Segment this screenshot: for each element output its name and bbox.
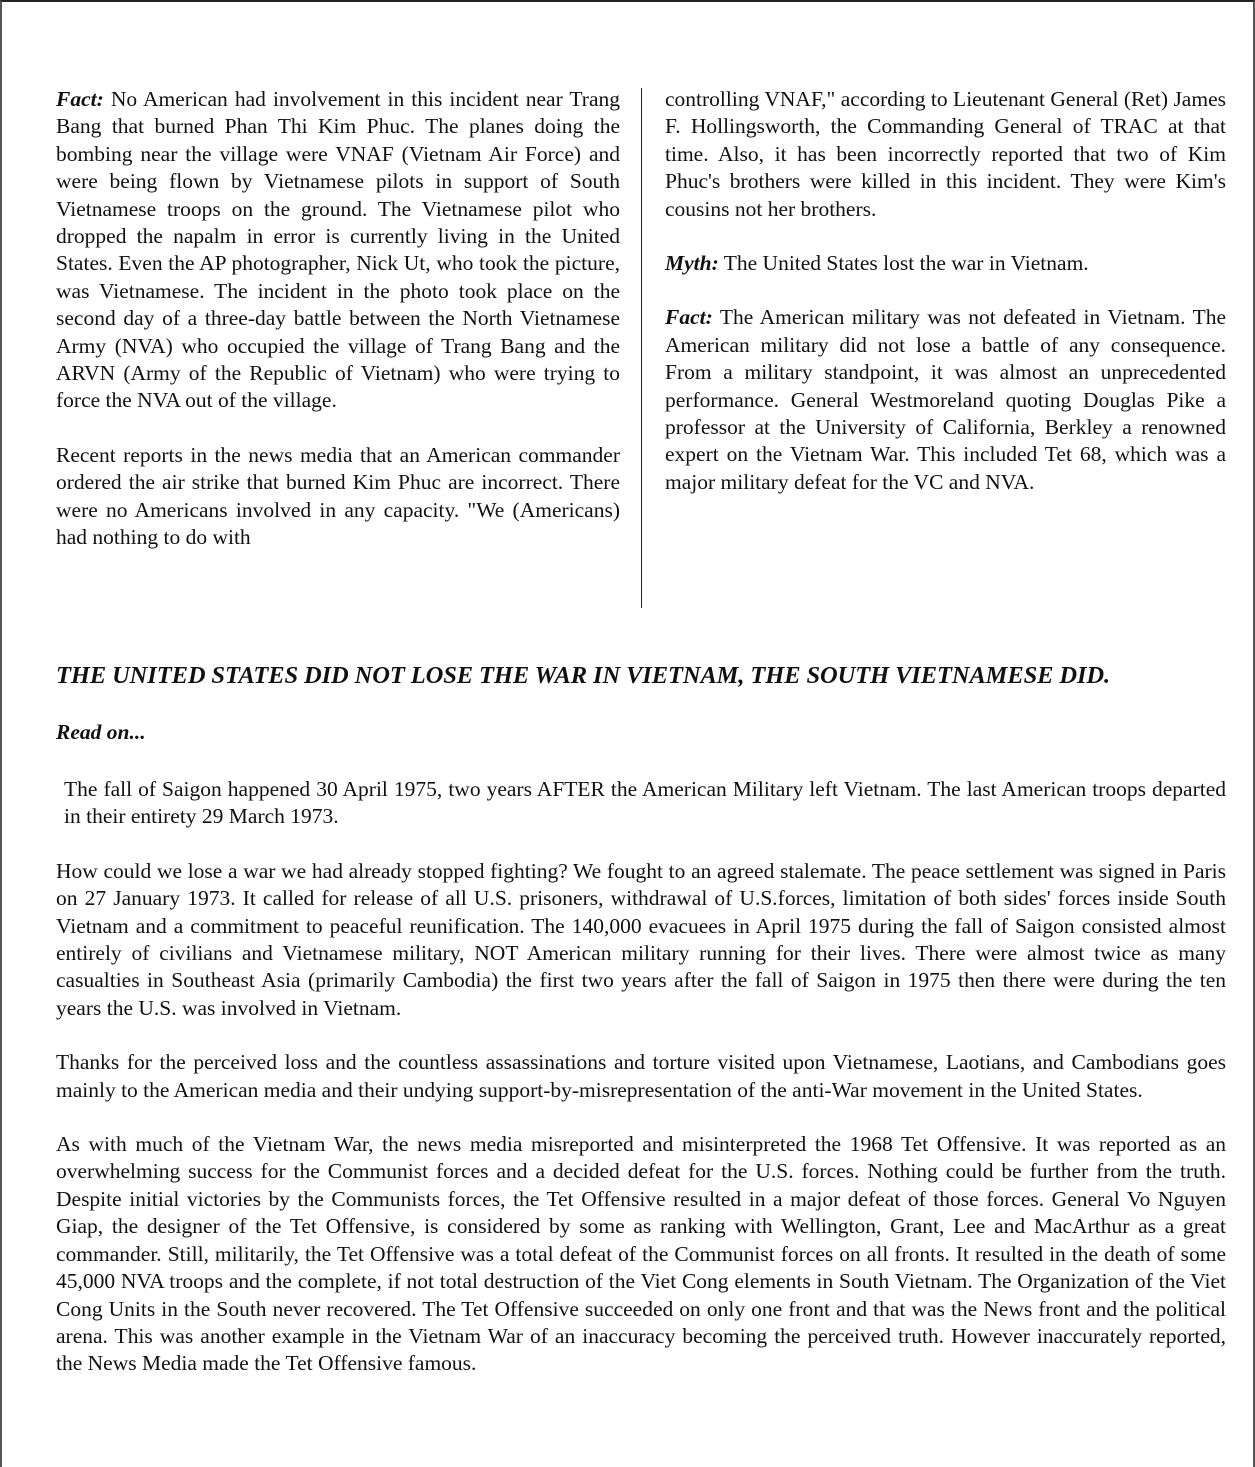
myth-paragraph: [665, 250, 1226, 277]
fact-paragraph: [665, 304, 1226, 496]
left-paragraph-1-text: No American had involvement in this incident near Trang Bang that burned Phan Thi Kim Phuc. The planes doing the bombing near the village were VNAF (Vietnam Air Force) and were being flown by Vietnamese pilots in support of South Vietnamese troops on the ground. The Vietnamese pilot who dropped the napalm in error is currently living in the United States. Even the AP photographer, Nick Ut, who took the picture, was Vietnamese. The incident in the photo took place on the second day of a three-day battle between the North Vietnamese Army (NVA) who occupied the village of Trang Bang and the ARVN (Army of the Republic of Vietnam) who were trying to force the NVA out of the village.: [56, 87, 620, 413]
myth-text: The United States lost the war in Vietnam.: [718, 251, 1089, 276]
body-text: [56, 776, 1226, 1405]
left-paragraph-2: Recent reports in the news media that an American commander ordered the air strike that burned Kim Phuc are incorrect. There were no Americans involved in any capacity. "We (Americans) had nothing to do with: [56, 442, 620, 550]
fact-text: The American military was not defeated in Vietnam. The American military did not lose a battle of any consequence. From a military standpoint, it was almost an unprecedented performance. General Westmoreland quoting Douglas Pike a professor at the University of California, Berkley a renowned expert on the Vietnam War. This included Tet 68, which was a major military defeat for the VC and NVA.: [665, 305, 1226, 494]
fact-lead-label: Fact:: [56, 87, 104, 111]
body-paragraph-4: As with much of the Vietnam War, the news media misreported and misinterpreted the 1968 Tet Offensive. It was reported as an overwhelming success for the Communist forces and a decided defeat for the U.S. forces. Nothing could be further from the truth. Despite initial victories by the Communists forces, the Tet Offensive resulted in a major defeat of those forces. General Vo Nguyen Giap, the designer of the Tet Offensive, is considered by some as ranking with Wellington, Grant, Lee and MacArthur as a great commander. Still, militarily, the Tet Offensive was a total defeat of the Communist forces on all fronts. It resulted in the death of some 45,000 NVA troops and the complete, if not total destruction of the Viet Cong elements in South Vietnam. The Organization of the Viet Cong Units in the South never recovered. The Tet Offensive succeeded on only one front and that was the News front and the political arena. This was another example in the Vietnam War of an inaccuracy becoming the perceived truth. However inaccurately reported, the News Media made the Tet Offensive famous.: [56, 1132, 1226, 1376]
fact-lead-label-2: Fact:: [665, 305, 713, 330]
right-column: [665, 86, 1226, 496]
read-on-label: Read on...: [56, 720, 146, 744]
myth-lead-label: Myth:: [665, 251, 719, 276]
body-paragraph-2: How could we lose a war we had already stopped fighting? We fought to an agreed stalemate. The peace settlement was signed in Paris on 27 January 1973. It called for release of all U.S. prisoners, withdrawal of U.S.forces, limitation of both sides' forces inside South Vietnam and a commitment to peaceful reunification. The 140,000 evacuees in April 1975 during the fall of Saigon consisted almost entirely of civilians and Vietnamese military, NOT American military running for their lives. There were almost twice as many casualties in Southeast Asia (primarily Cambodia) the first two years after the fall of Saigon in 1975 then there were during the ten years the U.S. was involved in Vietnam.: [56, 858, 1226, 1020]
left-column: [56, 86, 620, 552]
left-paragraph-1: [56, 86, 620, 415]
right-paragraph-1: controlling VNAF," according to Lieutenant General (Ret) James F. Hollingsworth, the Commanding General of TRAC at that time. Also, it has been incorrectly reported that two of Kim Phuc's brothers were killed in this incident. They were Kim's cousins not her brothers.: [665, 87, 1226, 221]
headline: THE UNITED STATES DID NOT LOSE THE WAR IN VIETNAM, THE SOUTH VIETNAMESE DID.: [56, 662, 1111, 689]
column-divider: [641, 88, 642, 608]
body-paragraph-3: Thanks for the perceived loss and the countless assassinations and torture visited upon Vietnamese, Laotians, and Cambodians goes mainly to the American media and their undying support-by-misrepresentation of the anti-War movement in the United States.: [56, 1050, 1226, 1102]
body-paragraph-1: The fall of Saigon happened 30 April 1975, two years AFTER the American Military left Vietnam. The last American troops departed in their entirety 29 March 1973.: [64, 777, 1226, 829]
